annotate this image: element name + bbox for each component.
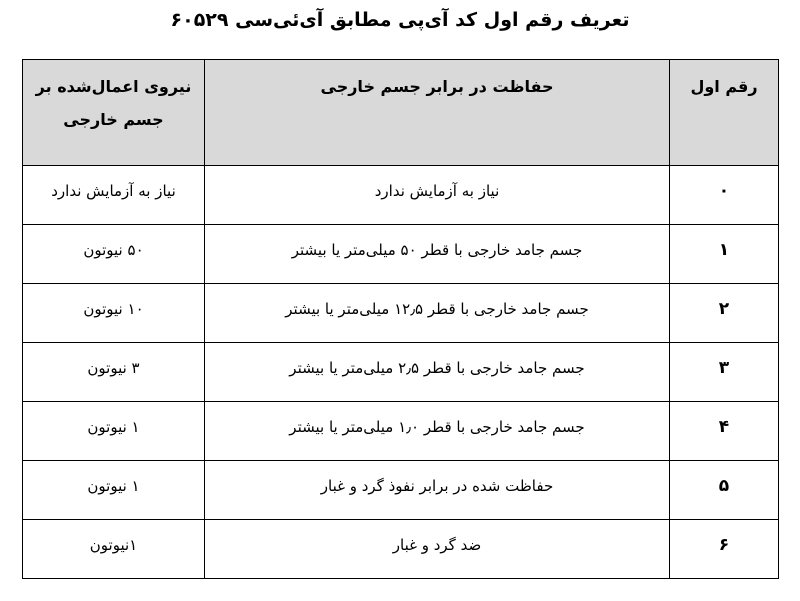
force-cell: ۱۰ نیوتون (23, 284, 205, 343)
protection-cell: جسم جامد خارجی با قطر ۵۰ میلی‌متر یا بیشتر (205, 225, 670, 284)
force-cell: نیاز به آزمایش ندارد (23, 166, 205, 225)
table-row (23, 343, 779, 402)
protection-cell: ضد گرد و غبار (205, 520, 670, 579)
force-cell: ۱ نیوتون (23, 402, 205, 461)
document-title: تعریف رقم اول کد آی‌پی مطابق آی‌ئی‌سی ۶۰۵۲۹ (170, 9, 630, 31)
protection-cell: جسم جامد خارجی با قطر ۱۲٫۵ میلی‌متر یا بیشتر (205, 284, 670, 343)
header-protection: حفاظت در برابر جسم خارجی (205, 60, 670, 166)
table-row (23, 166, 779, 225)
protection-cell: جسم جامد خارجی با قطر ۲٫۵ میلی‌متر یا بیشتر (205, 343, 670, 402)
header-force-line1: نیروی اعمال‌شده بر (35, 77, 192, 96)
header-force-line2: جسم خارجی (63, 110, 164, 129)
force-cell: ۵۰ نیوتون (23, 225, 205, 284)
header-first-digit: رقم اول (670, 60, 779, 166)
digit-cell: ۳ (670, 343, 779, 402)
force-cell: ۳ نیوتون (23, 343, 205, 402)
table-header-row (23, 60, 779, 166)
digit-cell: ۰ (670, 166, 779, 225)
header-applied-force (23, 60, 205, 166)
protection-cell: جسم جامد خارجی با قطر ۱٫۰ میلی‌متر یا بیشتر (205, 402, 670, 461)
force-cell: ۱ نیوتون (23, 461, 205, 520)
ip-code-table (22, 59, 779, 579)
table-row (23, 461, 779, 520)
protection-cell: حفاظت شده در برابر نفوذ گرد و غبار (205, 461, 670, 520)
protection-cell: نیاز به آزمایش ندارد (205, 166, 670, 225)
force-cell: ۱نیوتون (23, 520, 205, 579)
digit-cell: ۵ (670, 461, 779, 520)
digit-cell: ۴ (670, 402, 779, 461)
table-row (23, 225, 779, 284)
table-row (23, 284, 779, 343)
table-row (23, 520, 779, 579)
table-row (23, 402, 779, 461)
digit-cell: ۶ (670, 520, 779, 579)
digit-cell: ۲ (670, 284, 779, 343)
digit-cell: ۱ (670, 225, 779, 284)
